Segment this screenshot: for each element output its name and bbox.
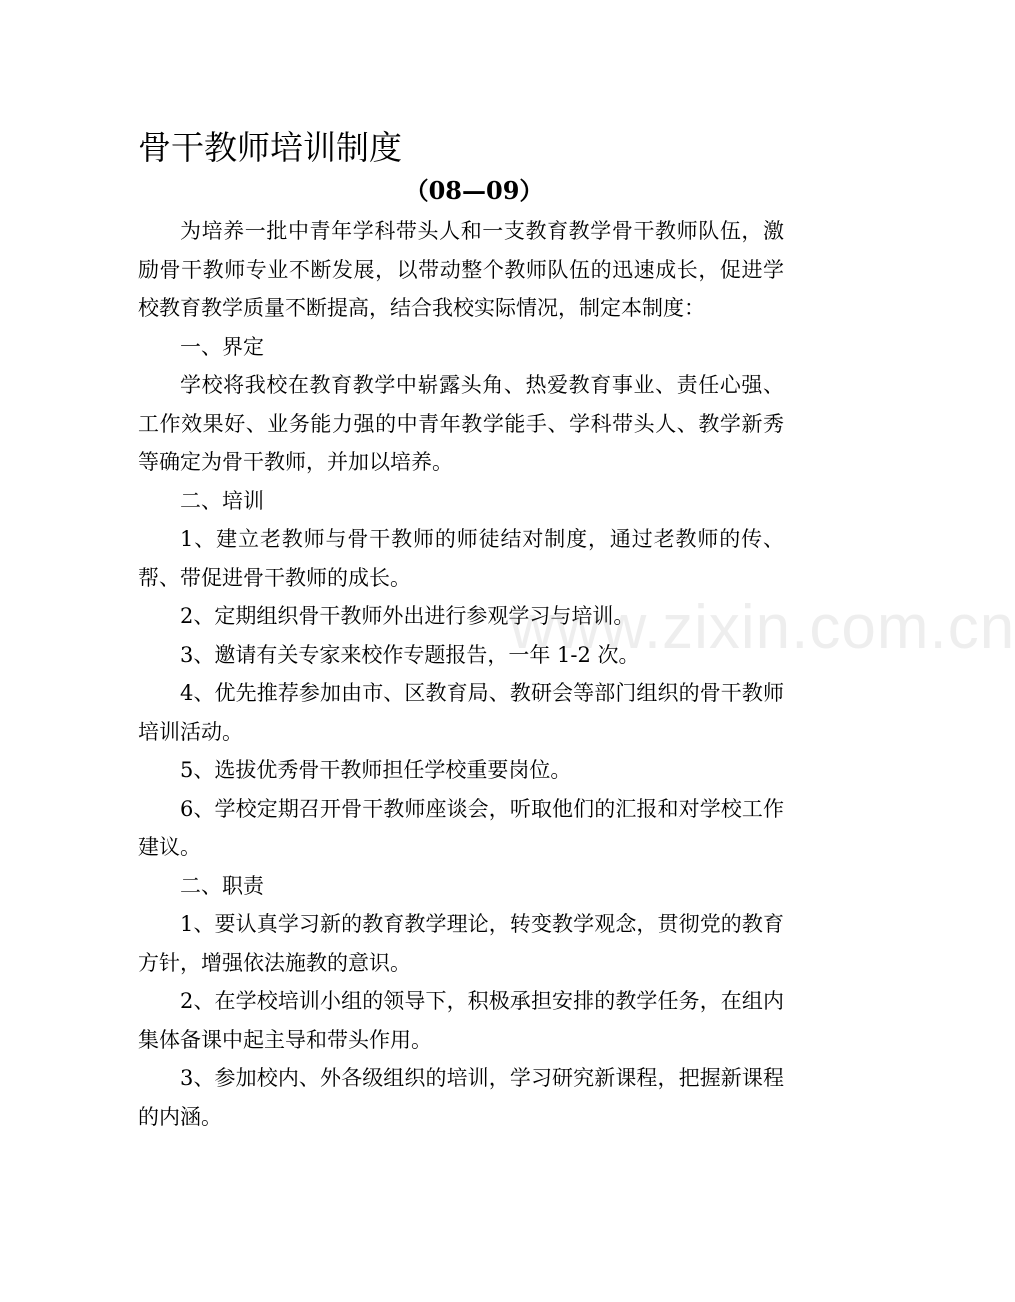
duty-item: 1、要认真学习新的教育教学理论，转变教学观念，贯彻党的教育方针，增强依法施教的意识。 <box>138 912 784 975</box>
training-item: 1、建立老教师与骨干教师的师徒结对制度，通过老教师的传、帮、带促进骨干教师的成长。 <box>138 527 784 590</box>
training-item: 3、邀请有关专家来校作专题报告，一年 1-2 次。 <box>180 642 640 667</box>
intro-paragraph: 为培养一批中青年学科带头人和一支教育教学骨干教师队伍，激励骨干教师专业不断发展，以带动整个教师队伍的迅速成长，促进学校教育教学质量不断提高，结合我校实际情况，制定本制度： <box>138 219 784 320</box>
training-item: 4、优先推荐参加由市、区教育局、教研会等部门组织的骨干教师培训活动。 <box>138 681 784 744</box>
definition-paragraph: 学校将我校在教育教学中崭露头角、热爱教育事业、责任心强、工作效果好、业务能力强的中青年教学能手、学科带头人、教学新秀等确定为骨干教师，并加以培养。 <box>138 373 784 474</box>
training-item: 6、学校定期召开骨干教师座谈会，听取他们的汇报和对学校工作建议。 <box>138 796 784 859</box>
training-item: 5、选拔优秀骨干教师担任学校重要岗位。 <box>180 758 572 782</box>
section-heading-duties: 二、职责 <box>180 873 264 898</box>
watermark-text: www.zixin.com.cn <box>510 593 1015 662</box>
document-title: 骨干教师培训制度 <box>138 128 402 167</box>
training-item: 2、定期组织骨干教师外出进行参观学习与培训。 <box>180 604 635 628</box>
duty-item: 3、参加校内、外各级组织的培训，学习研究新课程，把握新课程的内涵。 <box>138 1066 784 1129</box>
section-heading-training: 二、培训 <box>180 488 264 513</box>
section-heading-definition: 一、界定 <box>180 334 264 359</box>
duty-item: 2、在学校培训小组的领导下，积极承担安排的教学任务，在组内集体备课中起主导和带头作用。 <box>138 989 784 1052</box>
document-subtitle: （08—09） <box>404 176 544 205</box>
document-body <box>138 212 784 1136</box>
